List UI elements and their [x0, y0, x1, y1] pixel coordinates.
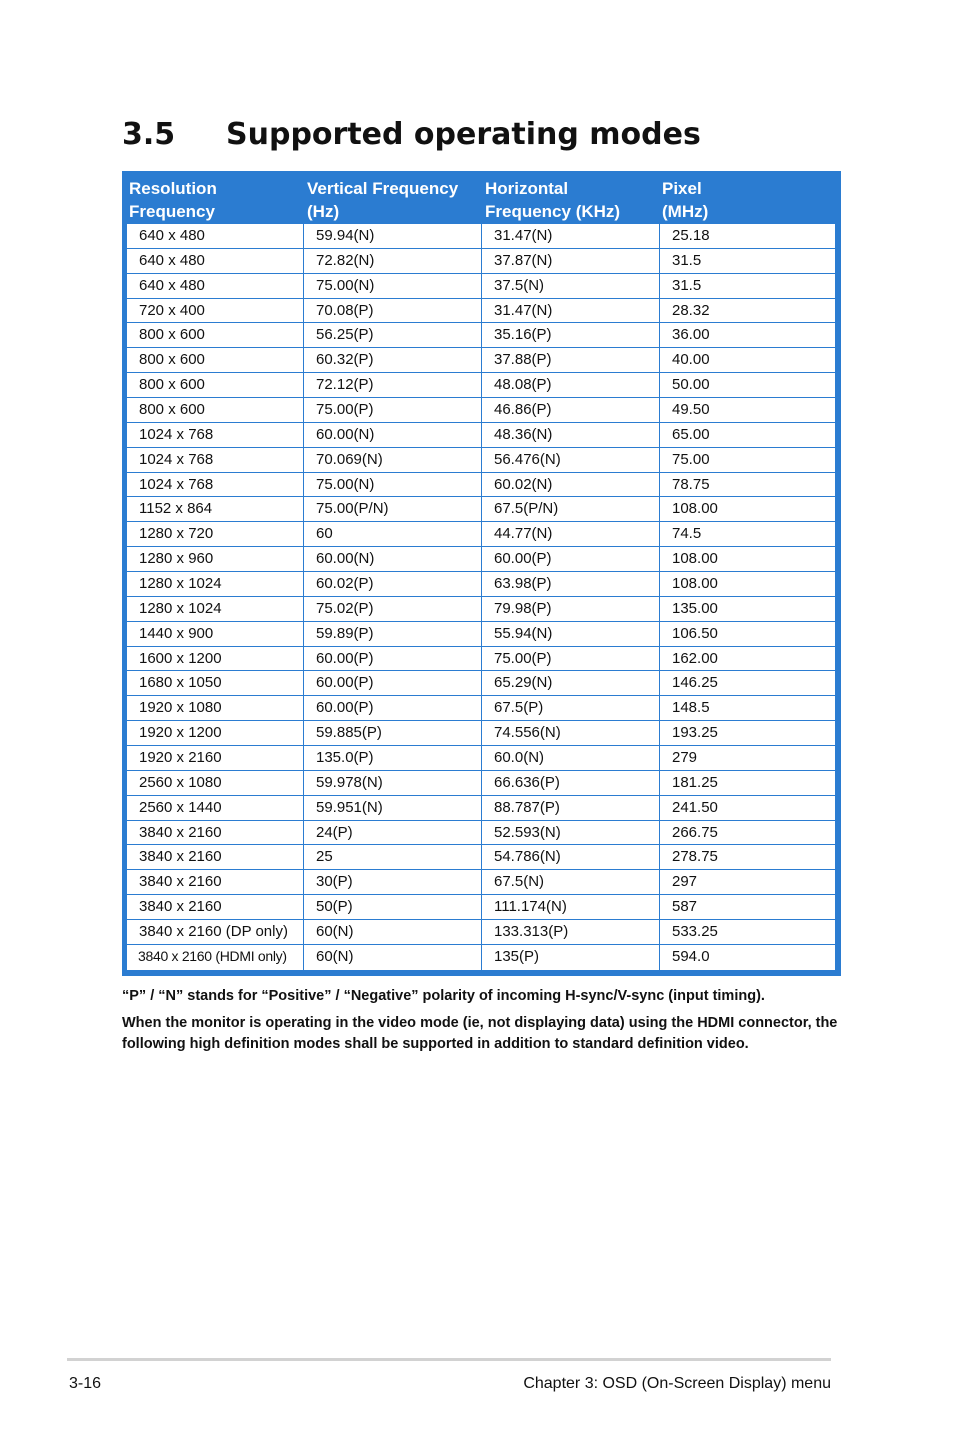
- cell-pixel-clock: 31.5: [659, 274, 835, 298]
- cell-resolution: 640 x 480: [139, 227, 205, 244]
- cell-vertical-frequency: 60.02(P): [303, 572, 481, 596]
- header-line: Vertical Frequency: [307, 179, 459, 198]
- section-number: 3.5: [122, 117, 176, 152]
- table-row: [127, 671, 835, 696]
- cell-vertical-frequency: 25: [303, 845, 481, 869]
- table-row: [127, 796, 835, 821]
- cell-horizontal-frequency: 66.636(P): [481, 771, 659, 795]
- cell-vertical-frequency: 59.885(P): [303, 721, 481, 745]
- cell-resolution: 3840 x 2160: [139, 898, 222, 916]
- table-body: [127, 224, 835, 970]
- cell-horizontal-frequency: 35.16(P): [481, 323, 659, 347]
- table-row: [127, 348, 835, 373]
- cell-pixel-clock: 241.50: [659, 796, 835, 820]
- cell-pixel-clock: 193.25: [659, 721, 835, 745]
- table-row: [127, 497, 835, 522]
- cell-resolution: 1280 x 1024: [139, 575, 222, 593]
- footer-divider: [67, 1358, 831, 1361]
- table-row: [127, 274, 835, 299]
- cell-horizontal-frequency: 111.174(N): [481, 895, 659, 919]
- cell-resolution: 3840 x 2160: [139, 873, 222, 891]
- notes: [122, 986, 842, 1055]
- cell-vertical-frequency: 70.069(N): [303, 448, 481, 472]
- cell-horizontal-frequency: 55.94(N): [481, 622, 659, 646]
- cell-horizontal-frequency: 52.593(N): [481, 821, 659, 845]
- cell-horizontal-frequency: 46.86(P): [481, 398, 659, 422]
- header-line: (MHz): [662, 202, 709, 221]
- cell-vertical-frequency: 60(N): [303, 920, 481, 944]
- cell-pixel-clock: 278.75: [659, 845, 835, 869]
- cell-pixel-clock: 146.25: [659, 671, 835, 695]
- cell-pixel-clock: 65.00: [659, 423, 835, 447]
- cell-vertical-frequency: 60.00(P): [303, 647, 481, 671]
- header-horizontal-frequency: [485, 177, 620, 223]
- table-row: [127, 299, 835, 324]
- cell-vertical-frequency: 60.00(N): [303, 423, 481, 447]
- cell-pixel-clock: 108.00: [659, 497, 835, 521]
- cell-vertical-frequency: 72.82(N): [303, 249, 481, 273]
- cell-horizontal-frequency: 56.476(N): [481, 448, 659, 472]
- cell-pixel-clock: 36.00: [659, 323, 835, 347]
- cell-vertical-frequency: 60.00(N): [303, 547, 481, 571]
- cell-resolution: 1920 x 2160: [139, 749, 222, 767]
- cell-vertical-frequency: 75.00(P): [303, 398, 481, 422]
- polarity-note: “P” / “N” stands for “Positive” / “Negative” polarity of incoming H-sync/V-sync (input timing).: [122, 988, 765, 1004]
- cell-horizontal-frequency: 60.00(P): [481, 547, 659, 571]
- table-row: [127, 920, 835, 945]
- cell-horizontal-frequency: 75.00(P): [481, 647, 659, 671]
- cell-resolution: 640 x 480: [139, 276, 205, 294]
- table-row: [127, 870, 835, 895]
- cell-resolution: 1920 x 1200: [139, 724, 222, 742]
- cell-pixel-clock: 49.50: [659, 398, 835, 422]
- table-row: [127, 547, 835, 572]
- header-line: Frequency: [129, 202, 215, 221]
- table-row: [127, 448, 835, 473]
- cell-resolution: 1680 x 1050: [139, 674, 222, 692]
- cell-pixel-clock: 25.18: [659, 224, 835, 248]
- cell-vertical-frequency: 75.02(P): [303, 597, 481, 621]
- cell-pixel-clock: 75.00: [659, 448, 835, 472]
- cell-vertical-frequency: 59.978(N): [303, 771, 481, 795]
- cell-vertical-frequency: 30(P): [303, 870, 481, 894]
- cell-resolution: 2560 x 1440: [139, 798, 222, 816]
- table-row: [127, 572, 835, 597]
- cell-pixel-clock: 28.32: [659, 299, 835, 323]
- table-row: [127, 845, 835, 870]
- section-title: [122, 113, 701, 157]
- hdmi-note: When the monitor is operating in the video mode (ie, not displaying data) using the HDMI connector, the following high definition modes shall be supported in addition to standard definition video.: [122, 1015, 838, 1052]
- table-row: [127, 821, 835, 846]
- table-row: [127, 373, 835, 398]
- cell-pixel-clock: 74.5: [659, 522, 835, 546]
- cell-vertical-frequency: 75.00(P/N): [303, 497, 481, 521]
- cell-vertical-frequency: 60.00(P): [303, 696, 481, 720]
- cell-resolution: 1280 x 1024: [139, 599, 222, 617]
- cell-resolution: 1280 x 960: [139, 550, 214, 568]
- cell-vertical-frequency: 70.08(P): [303, 299, 481, 323]
- cell-horizontal-frequency: 67.5(P): [481, 696, 659, 720]
- cell-resolution: 1440 x 900: [139, 624, 214, 642]
- cell-vertical-frequency: 60(N): [303, 945, 481, 970]
- cell-pixel-clock: 108.00: [659, 547, 835, 571]
- header-line: (Hz): [307, 202, 340, 221]
- cell-vertical-frequency: 50(P): [303, 895, 481, 919]
- cell-resolution: 1152 x 864: [139, 500, 213, 518]
- cell-resolution: 1024 x 768: [139, 425, 214, 443]
- cell-vertical-frequency: 56.25(P): [303, 323, 481, 347]
- cell-horizontal-frequency: 37.88(P): [481, 348, 659, 372]
- cell-horizontal-frequency: 88.787(P): [481, 796, 659, 820]
- table-row: [127, 945, 835, 970]
- cell-horizontal-frequency: 37.87(N): [481, 249, 659, 273]
- cell-resolution: 2560 x 1080: [139, 773, 222, 791]
- cell-pixel-clock: 148.5: [659, 696, 835, 720]
- table-row: [127, 323, 835, 348]
- cell-pixel-clock: 108.00: [659, 572, 835, 596]
- table-row: [127, 398, 835, 423]
- cell-horizontal-frequency: 48.36(N): [481, 423, 659, 447]
- cell-pixel-clock: 106.50: [659, 622, 835, 646]
- cell-pixel-clock: 594.0: [659, 945, 835, 970]
- cell-vertical-frequency: 75.00(N): [303, 274, 481, 298]
- cell-pixel-clock: 31.5: [659, 249, 835, 273]
- cell-resolution: 1920 x 1080: [139, 699, 222, 717]
- cell-resolution: 3840 x 2160 (HDMI only): [138, 947, 287, 964]
- header-pixel: [662, 177, 708, 223]
- cell-horizontal-frequency: 31.47(N): [481, 224, 659, 248]
- cell-resolution: 720 x 400: [139, 301, 205, 319]
- cell-pixel-clock: 40.00: [659, 348, 835, 372]
- cell-horizontal-frequency: 79.98(P): [481, 597, 659, 621]
- table-row: [127, 721, 835, 746]
- cell-resolution: 1024 x 768: [139, 450, 214, 468]
- cell-resolution: 800 x 600: [139, 326, 205, 344]
- table-row: [127, 423, 835, 448]
- cell-pixel-clock: 181.25: [659, 771, 835, 795]
- cell-pixel-clock: 587: [659, 895, 835, 919]
- cell-pixel-clock: 78.75: [659, 473, 835, 497]
- cell-horizontal-frequency: 31.47(N): [481, 299, 659, 323]
- cell-pixel-clock: 50.00: [659, 373, 835, 397]
- cell-vertical-frequency: 135.0(P): [303, 746, 481, 770]
- table-row: [127, 622, 835, 647]
- cell-resolution: 800 x 600: [139, 376, 205, 394]
- cell-vertical-frequency: 59.94(N): [303, 224, 481, 248]
- cell-resolution: 3840 x 2160: [139, 848, 222, 866]
- table-row: [127, 746, 835, 771]
- cell-resolution: 640 x 480: [139, 251, 205, 269]
- cell-horizontal-frequency: 60.0(N): [481, 746, 659, 770]
- header-vertical-frequency: [307, 177, 458, 223]
- table-header: [122, 171, 841, 224]
- cell-vertical-frequency: 75.00(N): [303, 473, 481, 497]
- section-title-text: Supported operating modes: [226, 117, 701, 152]
- chapter-title: Chapter 3: OSD (On-Screen Display) menu: [523, 1375, 831, 1392]
- cell-horizontal-frequency: 133.313(P): [481, 920, 659, 944]
- cell-vertical-frequency: 60.00(P): [303, 671, 481, 695]
- cell-resolution: 800 x 600: [139, 401, 205, 419]
- cell-horizontal-frequency: 67.5(P/N): [481, 497, 659, 521]
- cell-vertical-frequency: 59.89(P): [303, 622, 481, 646]
- table-row: [127, 895, 835, 920]
- cell-horizontal-frequency: 135(P): [481, 945, 659, 970]
- cell-vertical-frequency: 72.12(P): [303, 373, 481, 397]
- header-line: Horizontal: [485, 179, 569, 198]
- table-row: [127, 522, 835, 547]
- cell-horizontal-frequency: 74.556(N): [481, 721, 659, 745]
- cell-horizontal-frequency: 60.02(N): [481, 473, 659, 497]
- header-line: Frequency (KHz): [485, 202, 621, 221]
- cell-horizontal-frequency: 63.98(P): [481, 572, 659, 596]
- cell-horizontal-frequency: 44.77(N): [481, 522, 659, 546]
- header-line: Pixel: [662, 179, 702, 198]
- cell-horizontal-frequency: 67.5(N): [481, 870, 659, 894]
- table-row: [127, 647, 835, 672]
- table-row: [127, 696, 835, 721]
- table-row: [127, 224, 835, 249]
- cell-pixel-clock: 162.00: [659, 647, 835, 671]
- cell-pixel-clock: 279: [659, 746, 835, 770]
- table-row: [127, 771, 835, 796]
- cell-resolution: 3840 x 2160 (DP only): [139, 923, 288, 941]
- cell-pixel-clock: 135.00: [659, 597, 835, 621]
- cell-horizontal-frequency: 37.5(N): [481, 274, 659, 298]
- cell-vertical-frequency: 60: [303, 522, 481, 546]
- operating-modes-table: [122, 171, 841, 976]
- cell-pixel-clock: 266.75: [659, 821, 835, 845]
- cell-vertical-frequency: 24(P): [303, 821, 481, 845]
- page-number: 3-16: [69, 1375, 102, 1392]
- cell-vertical-frequency: 59.951(N): [303, 796, 481, 820]
- cell-resolution: 1600 x 1200: [139, 649, 222, 667]
- cell-vertical-frequency: 60.32(P): [303, 348, 481, 372]
- header-resolution: [129, 177, 217, 223]
- cell-pixel-clock: 533.25: [659, 920, 835, 944]
- table-row: [127, 473, 835, 498]
- cell-horizontal-frequency: 54.786(N): [481, 845, 659, 869]
- header-line: Resolution: [129, 179, 217, 198]
- cell-horizontal-frequency: 48.08(P): [481, 373, 659, 397]
- cell-pixel-clock: 297: [659, 870, 835, 894]
- cell-resolution: 1280 x 720: [139, 525, 214, 543]
- table-row: [127, 597, 835, 622]
- cell-resolution: 800 x 600: [139, 351, 205, 369]
- cell-resolution: 3840 x 2160: [139, 823, 222, 841]
- table-row: [127, 249, 835, 274]
- cell-horizontal-frequency: 65.29(N): [481, 671, 659, 695]
- cell-resolution: 1024 x 768: [139, 475, 214, 493]
